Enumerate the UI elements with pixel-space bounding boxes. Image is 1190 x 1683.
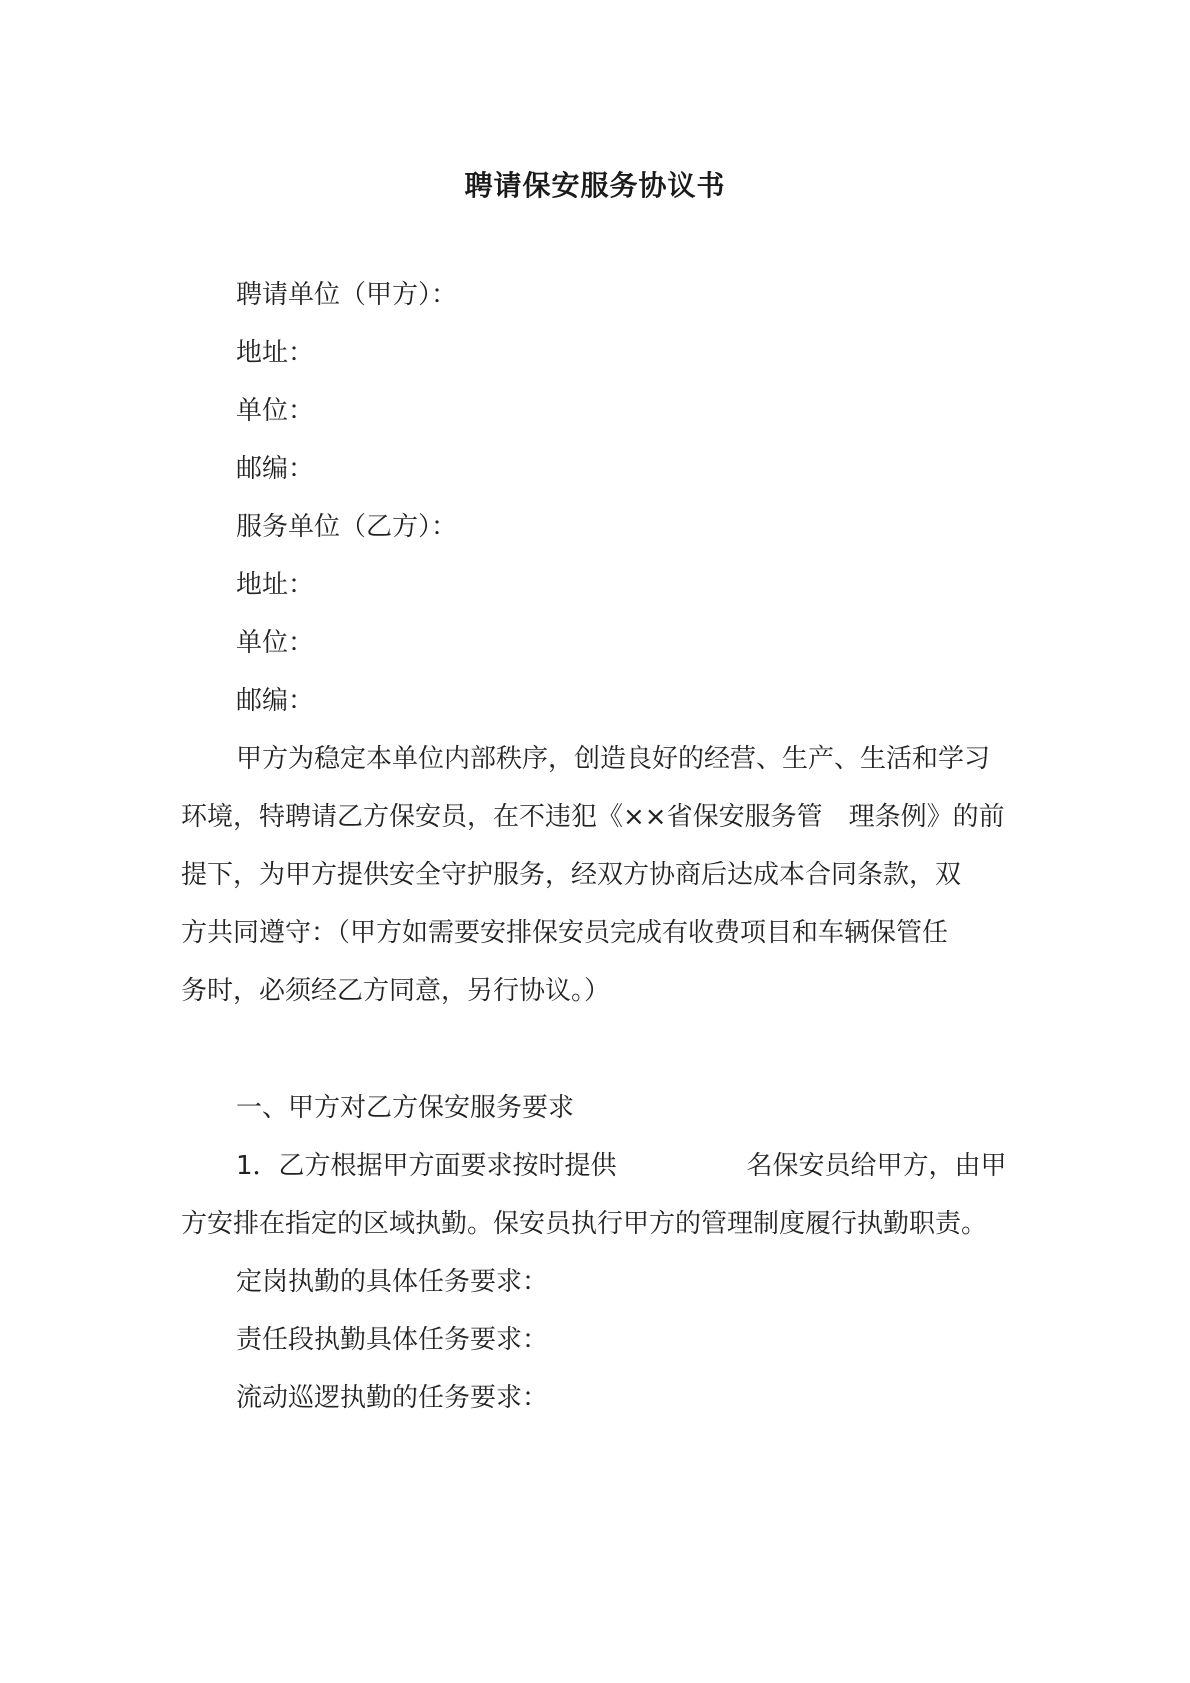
party-a-heading: 聘请单位（甲方）： [236,280,458,310]
party-a-address-label: 地址： [236,338,315,368]
preamble-line-1: 甲方为稳定本单位内部秩序，创造良好的经营、生产、生活和学习 [236,744,991,774]
patrol-duty-label: 流动巡逻执勤的任务要求： [236,1383,549,1413]
preamble-line-2: 环境，特聘请乙方保安员，在不违犯《××省保安服务管 理条例》的前 [181,802,1005,832]
section-1-item-1-line-2: 方安排在指定的区域执勤。保安员执行甲方的管理制度履行执勤职责。 [181,1209,988,1239]
party-b-postcode-label: 邮编： [236,686,315,716]
section-1-heading: 一、甲方对乙方保安服务要求 [236,1093,575,1123]
party-b-address-label: 地址： [236,570,315,600]
party-b-unit-label: 单位： [236,628,315,658]
party-a-unit-label: 单位： [236,396,315,426]
preamble-line-4: 方共同遵守：（甲方如需要安排保安员完成有收费项目和车辆保管任 [181,918,949,948]
section-1-item-1-line-1: 1．乙方根据甲方面要求按时提供 名保安员给甲方，由甲 [236,1151,1007,1181]
party-b-heading: 服务单位（乙方）： [236,512,458,542]
fixed-post-duty-label: 定岗执勤的具体任务要求： [236,1267,549,1297]
party-a-postcode-label: 邮编： [236,454,315,484]
document-title: 聘请保安服务协议书 [464,169,726,202]
preamble-line-5: 务时，必须经乙方同意，另行协议。） [181,976,611,1006]
section-duty-label: 责任段执勤具体任务要求： [236,1325,549,1355]
preamble-line-3: 提下，为甲方提供安全守护服务，经双方协商后达成本合同条款，双 [181,860,962,890]
